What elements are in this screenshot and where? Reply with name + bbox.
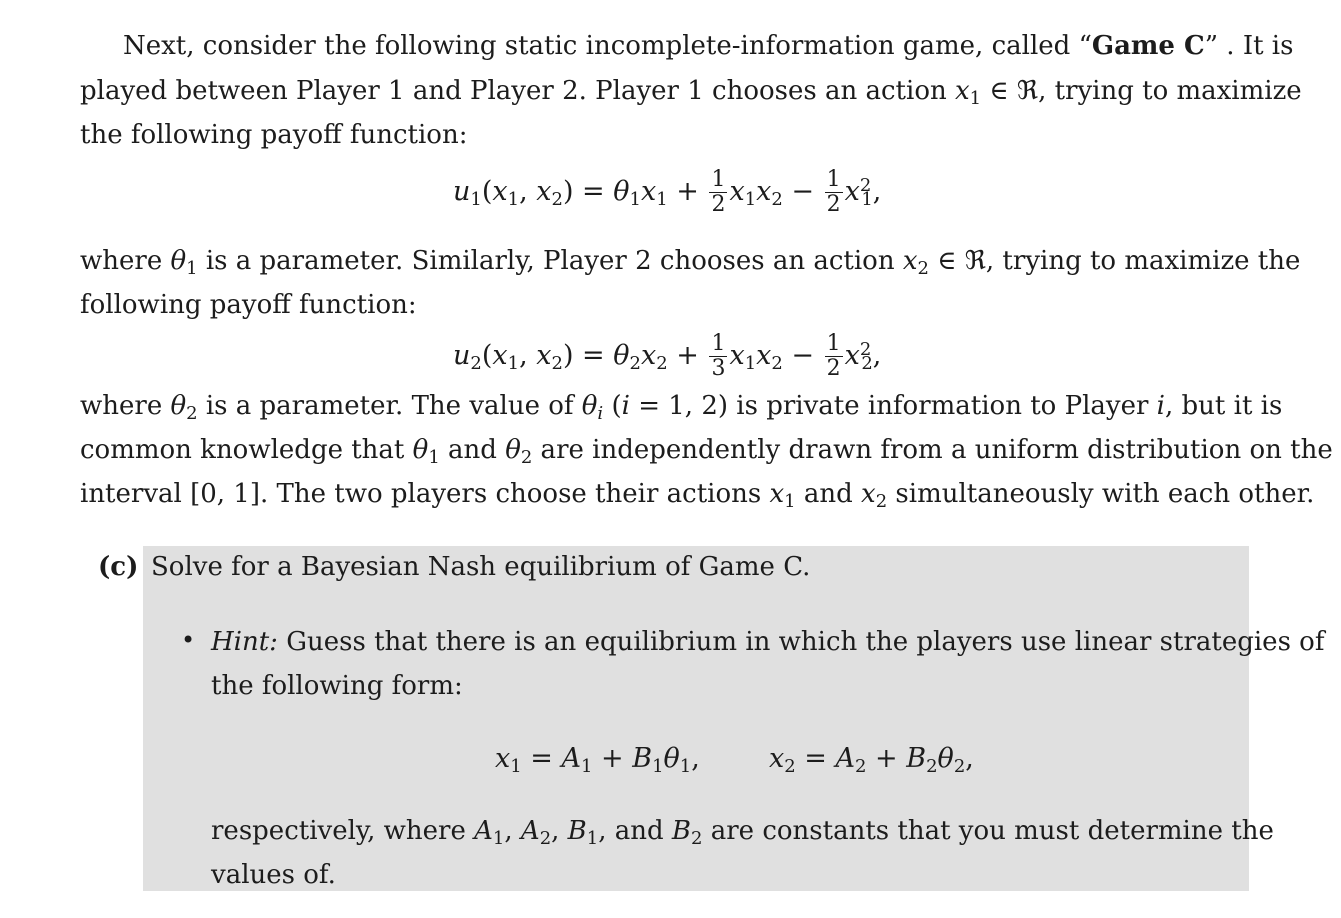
fraction-third: $\frac{1}{3}$	[711, 331, 726, 381]
fraction-half: $\frac{1}{2}$	[826, 167, 841, 217]
hint-line-2: the following form:	[211, 671, 463, 701]
equation-u2: $u_2(x_1$, $x_2) = \theta_2x_2$ + $\frac{1}{3}$ $x_1x_2$ − $\frac{1}{2}$ $x^2_2$,	[453, 331, 882, 381]
fraction-half: $\frac{1}{2}$	[826, 331, 841, 381]
outro-line-1: where $\theta_2$ is a parameter. The value of $\theta_i$ (i = 1, 2) is private information to Player i, but it is	[80, 391, 1283, 424]
outro-line-3: interval [0, 1]. The two players choose their actions $x_1$ and $x_2$ simultaneously with each other.	[80, 479, 1315, 512]
mid-line-1: where $\theta_1$ is a parameter. Similarly, Player 2 chooses an action $x_2$ ∈ ℜ, trying to maximize the	[80, 246, 1301, 279]
after-line-2: values of.	[211, 860, 336, 890]
hint-label: Hint:	[211, 627, 278, 657]
part-c-question: Solve for a Bayesian Nash equilibrium of Game C.	[151, 552, 811, 582]
bullet-icon: •	[181, 626, 196, 654]
intro-line-2: played between Player 1 and Player 2. Player 1 chooses an action $x_1$ ∈ ℜ, trying to maximize	[80, 76, 1302, 109]
equation-u1: $u_1(x_1$, $x_2) = \theta_1x_1$ + $\frac{1}{2}$ $x_1x_2$ − $\frac{1}{2}$ $x^2_1$,	[453, 167, 882, 217]
fraction-half: $\frac{1}{2}$	[711, 167, 726, 217]
outro-line-2: common knowledge that $\theta_1$ and $\theta_2$ are independently drawn from a uniform distribution on the	[80, 435, 1333, 468]
game-name: Game C	[1091, 31, 1205, 61]
mid-line-2: following payoff function:	[80, 290, 417, 320]
after-line-1: respectively, where $A_1$, $A_2$, $B_1$, and $B_2$ are constants that you must determine the	[211, 816, 1274, 849]
hint-line-1: Hint: Guess that there is an equilibrium in which the players use linear strategies of	[211, 627, 1325, 657]
equation-strategies: $x_1 = A_1 + B_1\theta_1$, $x_2 = A_2 + B_2\theta_2$,	[495, 743, 974, 777]
intro-line-3: the following payoff function:	[80, 120, 468, 150]
part-c-label: (c)	[98, 552, 139, 582]
intro-line-1: Next, consider the following static incomplete-information game, called “Game C” . It is	[123, 31, 1294, 61]
